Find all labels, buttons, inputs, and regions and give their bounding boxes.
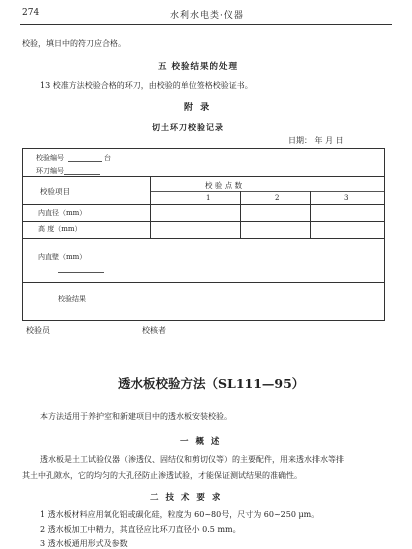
standard-title: 透水板校验方法（SL111—95） — [118, 376, 305, 391]
point-1: 1 — [206, 194, 211, 202]
maker-label: 环刀编号 — [36, 167, 64, 175]
page-number: 274 — [22, 8, 40, 18]
appendix-label: 附 录 — [184, 103, 212, 113]
point-3: 3 — [344, 194, 349, 202]
serial-suffix: 台 — [104, 154, 111, 162]
reviewer-label: 校核者 — [142, 326, 166, 335]
running-title: 水利水电类·仪器 — [170, 11, 244, 21]
checker-label: 校验员 — [26, 326, 50, 335]
form-date: 日期： 年 月 日 — [288, 136, 344, 145]
row-height: 高 度（mm） — [38, 225, 82, 233]
serial-label: 校验编号 — [36, 154, 64, 162]
form-title: 切土环刀校验记录 — [152, 122, 224, 132]
section-1-text-1: 透水板是土工试验仪器（渗透仪、固结仪和剪切仪等）的主要配件，用来透水排水等排 — [40, 455, 344, 464]
row-result: 校验结果 — [58, 295, 86, 303]
section-1-text-2: 其土中孔隙水，它的均匀的大孔径防止渗透试验，才能保证测试结果的准确性。 — [22, 471, 302, 480]
point-2: 2 — [275, 194, 280, 202]
requirement-1: 1 透水板材料应用氧化铝或碳化硅，粒度为 60~80号，尺寸为 60~250 μm。 — [40, 510, 320, 519]
continuation-text: 校验，填日中的符刀应合格。 — [22, 39, 126, 48]
section-2-heading: 二 技 术 要 求 — [150, 493, 223, 503]
row-wall: 内直壁（mm） — [38, 253, 87, 261]
row-inner-diameter: 内直径（mm） — [38, 209, 87, 217]
section-5-heading: 五 校验结果的处理 — [158, 62, 238, 72]
header-rule — [20, 24, 392, 25]
col-header-group: 校 验 点 数 — [205, 181, 243, 190]
standard-intro: 本方法适用于养护室和新建项目中的透水板安装校验。 — [40, 412, 232, 421]
requirement-3: 3 透水板通用形式及参数 — [40, 539, 128, 548]
serial-blank — [68, 161, 102, 162]
requirement-2: 2 透水板加工中精力，其直径应比环刀直径小 0.5 mm。 — [40, 525, 241, 534]
section-1-heading: 一 概 述 — [180, 437, 222, 447]
col-header-item: 校验项目 — [40, 187, 70, 196]
maker-blank — [64, 174, 100, 175]
clause-13: 13 校准方法校验合格的环刀，由校验的单位签格校验证书。 — [40, 81, 253, 90]
